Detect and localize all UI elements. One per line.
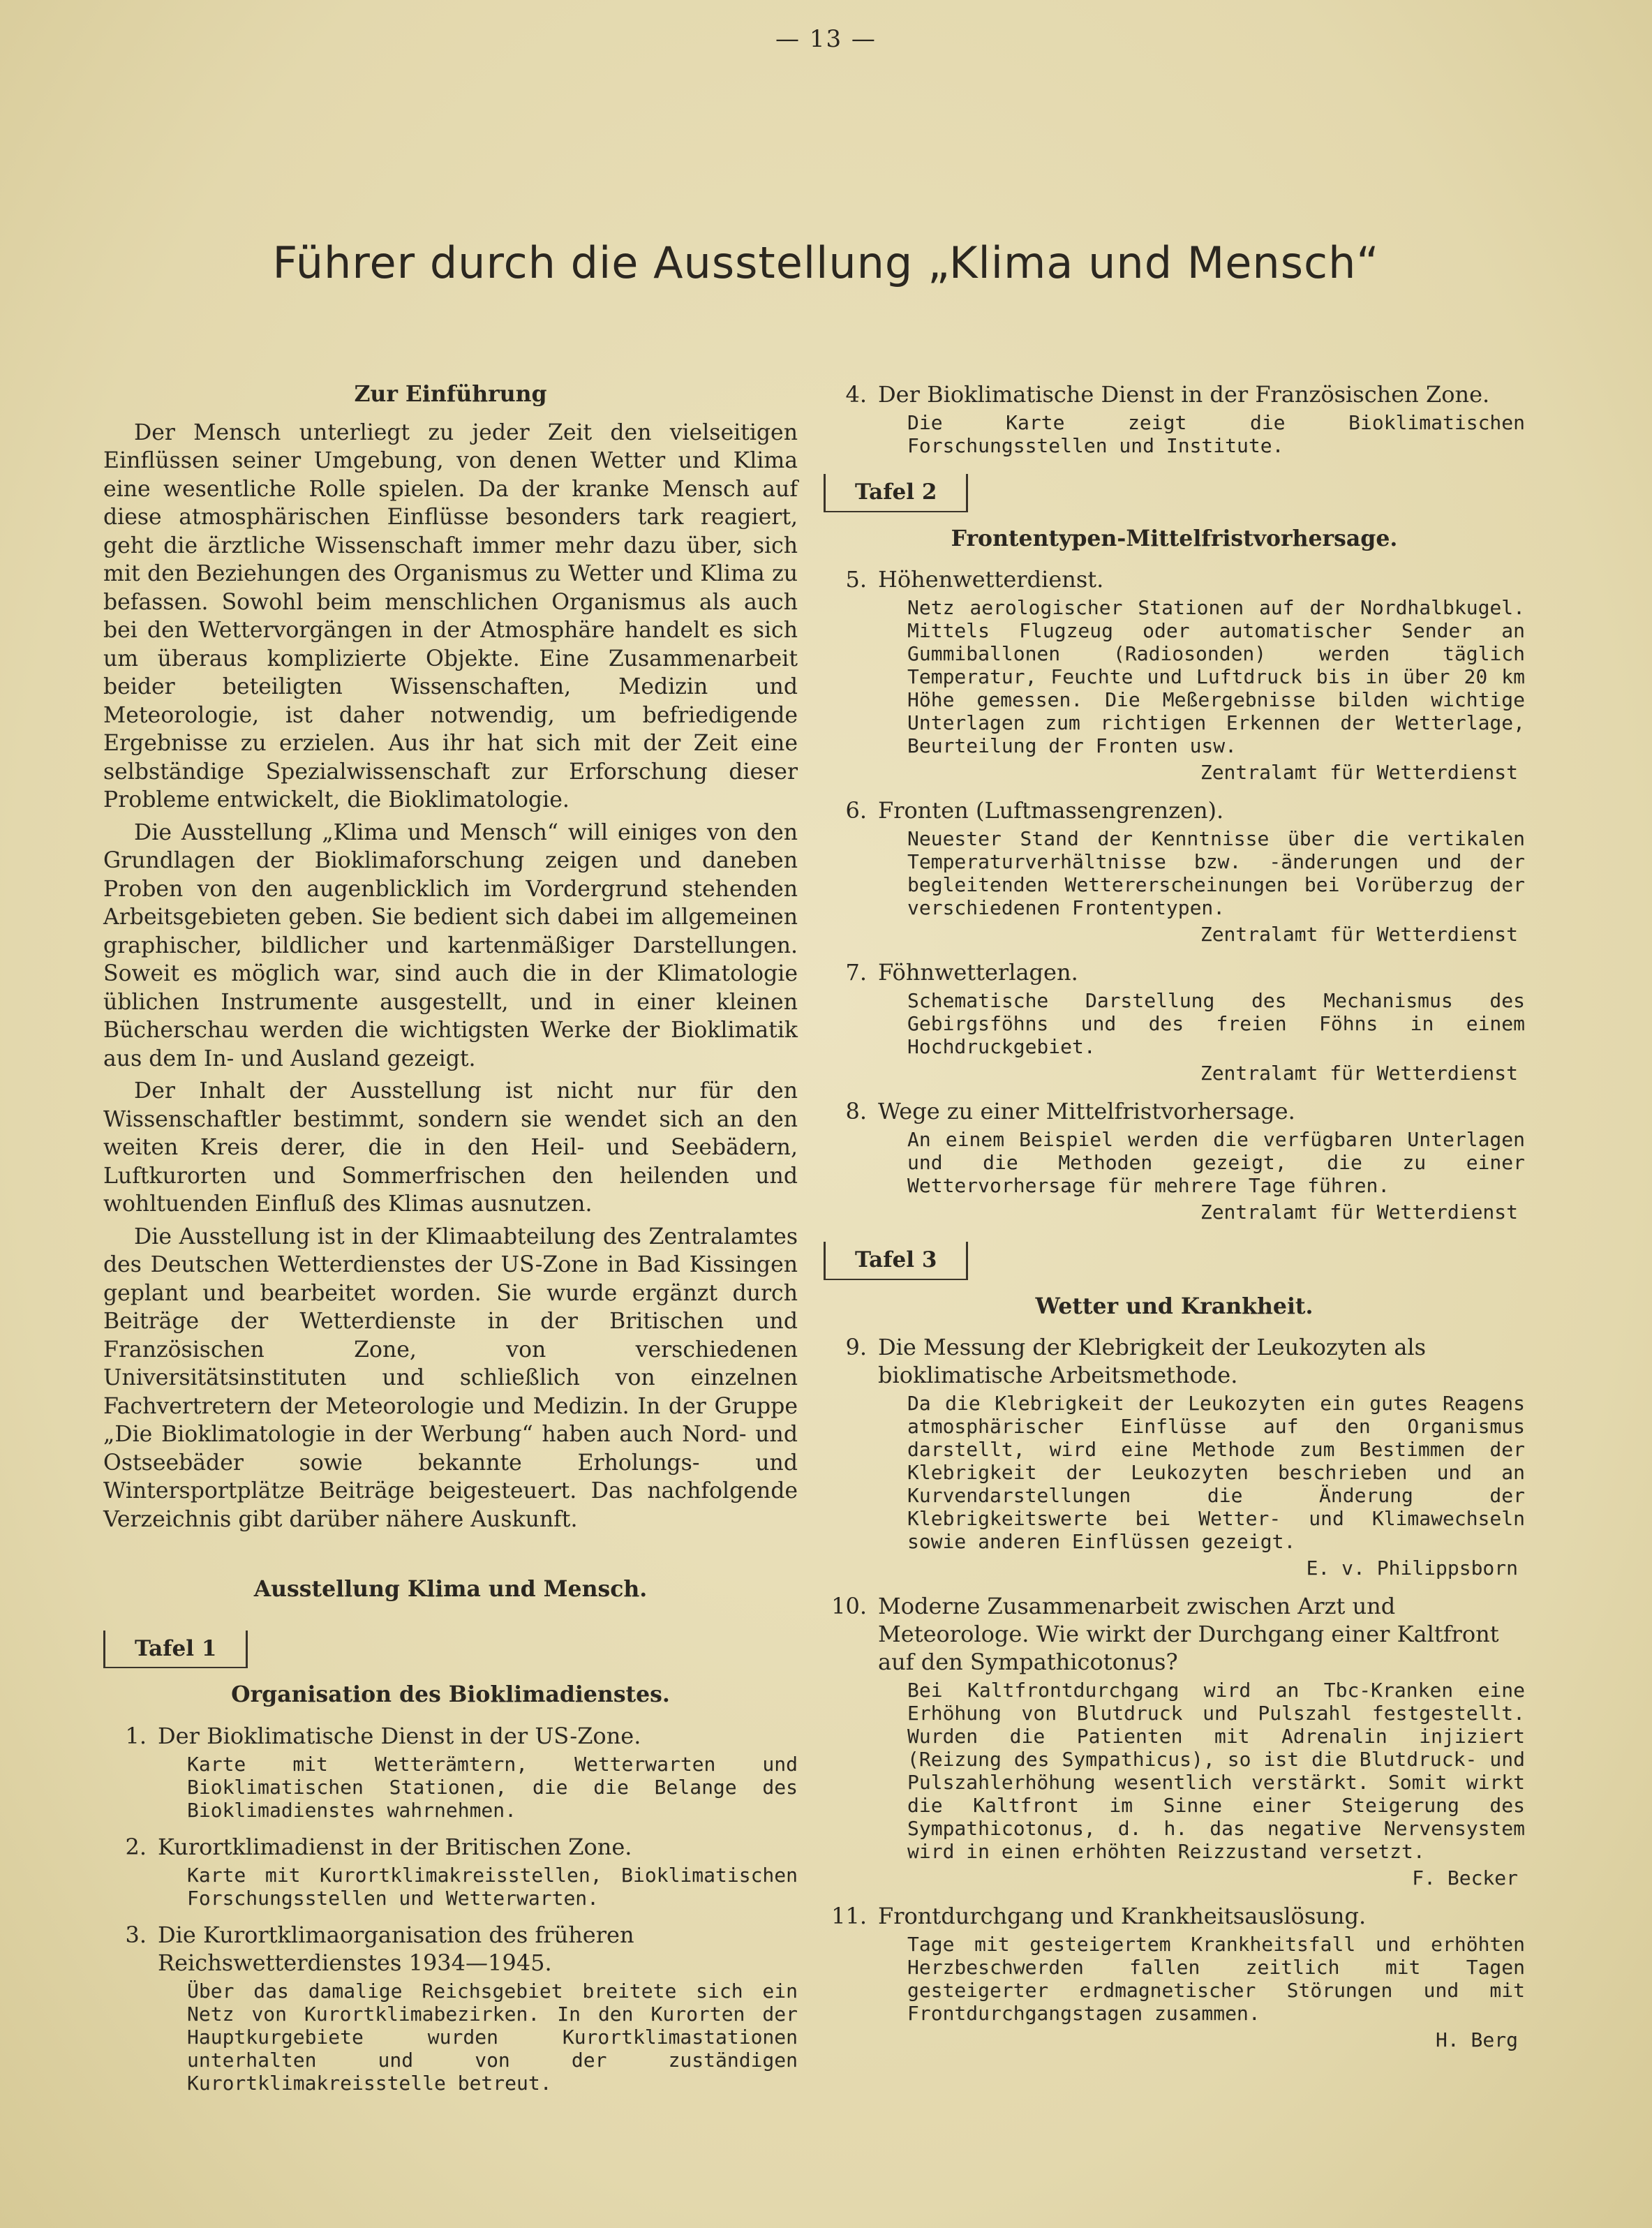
item-source: Zentralamt für Wetterdienst bbox=[1200, 761, 1518, 784]
tafel-1-label: Tafel 1 bbox=[103, 1631, 248, 1669]
item-source: Zentralamt für Wetterdienst bbox=[1200, 1062, 1518, 1085]
exhibit-item-1 bbox=[103, 1722, 798, 1822]
item-description: Schematische Darstellung des Mechanismus des Gebirgsföhns und des freien Föhns in einem Hochdruckgebiet. bbox=[907, 989, 1525, 1058]
exhibition-heading: Ausstellung Klima und Mensch. bbox=[253, 1576, 648, 1602]
item-title: Die Messung der Klebrigkeit der Leukozyten als bioklimatische Arbeitsmethode. bbox=[878, 1334, 1427, 1388]
item-source: H. Berg bbox=[1435, 2028, 1518, 2051]
tafel-1-title: Organisation des Bioklimadienstes. bbox=[231, 1681, 670, 1707]
exhibit-item-2 bbox=[103, 1833, 798, 1910]
item-source: Zentralamt für Wetterdienst bbox=[1200, 923, 1518, 946]
item-number: 5. bbox=[845, 566, 867, 593]
item-title: Wege zu einer Mittelfristvorhersage. bbox=[878, 1098, 1295, 1124]
item-title: Moderne Zusammenarbeit zwischen Arzt und Meteorologe. Wie wirkt der Durchgang einer Kaltfront auf den Sympathicotonus? bbox=[878, 1593, 1499, 1675]
exhibit-item-10 bbox=[824, 1592, 1525, 1891]
exhibit-item-4 bbox=[824, 380, 1525, 457]
item-title: Höhenwetterdienst. bbox=[878, 566, 1104, 593]
item-description: Die Karte zeigt die Bioklimatischen Forschungsstellen und Institute. bbox=[907, 411, 1525, 457]
item-description: Da die Klebrigkeit der Leukozyten ein gutes Reagens atmosphärischer Einflüsse auf den Organismus darstellt, wird eine Methode zum Bestimmen der Klebrigkeit der Leukozyten beschrieben und an Kurvendarstellungen die Änderung der Klebrigkeitswerte bei Wetter- und Klimawechseln sowie anderen Einflüssen gezeigt. bbox=[907, 1392, 1525, 1553]
item-title: Der Bioklimatische Dienst in der US-Zone. bbox=[158, 1722, 641, 1749]
exhibit-item-6 bbox=[824, 796, 1525, 947]
intro-paragraph: Der Mensch unterliegt zu jeder Zeit den vielseitigen Einflüssen seiner Umgebung, von denen Wetter und Klima eine wesentliche Rolle spielen. Da der kranke Mensch auf diese atmosphärischen Einflüsse besonders tark reagiert, geht die ärztliche Wissenschaft immer mehr dazu über, sich mit den Beziehungen des Organismus zu Wetter und Klima zu befassen. Sowohl beim menschlichen Organismus als auch bei den Wettervorgängen in der Atmosphäre handelt es sich um überaus komplizierte Objekte. Eine Zusammenarbeit beider beteiligten Wissenschaften, Medizin und Meteorologie, ist daher notwendig, um befriedigende Ergebnisse zu erzielen. Aus ihr hat sich mit der Zeit eine selbständige Spezialwissenschaft zur Erforschung dieser Probleme entwickelt, die Bioklimatologie. bbox=[103, 419, 798, 812]
item-number: 11. bbox=[831, 1903, 867, 1929]
tafel-2-label: Tafel 2 bbox=[824, 474, 968, 512]
item-source: E. v. Philippsborn bbox=[1306, 1557, 1518, 1580]
item-number: 6. bbox=[845, 797, 867, 824]
page-number: — 13 — bbox=[775, 25, 877, 53]
item-number: 4. bbox=[845, 381, 867, 408]
item-number: 10. bbox=[831, 1593, 867, 1619]
tafel-3-label: Tafel 3 bbox=[824, 1242, 968, 1280]
item-source: Zentralamt für Wetterdienst bbox=[1200, 1201, 1518, 1224]
item-description: Tage mit gesteigertem Krankheitsfall und erhöhten Herzbeschwerden fallen zeitlich mit Tagen gesteigerter erdmagnetischer Störungen und mit Frontdurchgangstagen zusammen. bbox=[907, 1933, 1525, 2025]
item-number: 3. bbox=[125, 1921, 147, 1948]
intro-paragraph: Die Ausstellung ist in der Klimaabteilung des Zentralamtes des Deutschen Wetterdienstes der US-Zone in Bad Kissingen geplant und bearbeitet worden. Sie wurde ergänzt durch Beiträge der Wetterdienste in der Britischen und Französischen Zone, von verschiedenen Universitätsinstituten und schließlich von einzelnen Fachvertretern der Meteorologie und Medizin. In der Gruppe „Die Bioklimatologie in der Werbung“ haben auch Nord- und Ostseebäder sowie bekannte Erholungs- und Wintersportplätze Beiträge beigesteuert. Das nachfolgende Verzeichnis gibt darüber nähere Auskunft. bbox=[103, 1224, 798, 1532]
item-title: Fronten (Luftmassengrenzen). bbox=[878, 797, 1224, 824]
item-title: Föhnwetterlagen. bbox=[878, 959, 1078, 986]
item-number: 2. bbox=[125, 1833, 147, 1860]
item-description: Bei Kaltfrontdurchgang wird an Tbc-Kranken eine Erhöhung von Blutdruck und Pulszahl festgestellt. Wurden die Patienten mit Adrenalin injiziert (Reizung des Sympathicus), so ist die Blutdruck- und Pulszahlerhöhung wesentlich verstärkt. Somit wirkt die Kaltfront im Sinne einer Steigerung des Sympathicotonus, d. h. das negative Nervensystem wird in einen erhöhten Reizzustand versetzt. bbox=[907, 1679, 1525, 1863]
item-title: Die Kurortklimaorganisation des früheren Reichswetterdienstes 1934—1945. bbox=[158, 1921, 634, 1976]
item-number: 8. bbox=[845, 1098, 867, 1124]
exhibit-item-9 bbox=[824, 1333, 1525, 1581]
item-number: 9. bbox=[845, 1334, 867, 1360]
intro-paragraph: Der Inhalt der Ausstellung ist nicht nur für den Wissenschaftler bestimmt, sondern sie wendet sich an den weiten Kreis derer, die in den Heil- und Seebädern, Luftkurorten und Sommerfrischen den heilenden und wohltuenden Einfluß des Klimas ausnutzen. bbox=[103, 1078, 798, 1217]
item-number: 1. bbox=[125, 1722, 147, 1749]
intro-heading: Zur Einführung bbox=[354, 381, 547, 407]
item-description: Über das damalige Reichsgebiet breitete sich ein Netz von Kurortklimabezirken. In den Kurorten der Hauptkurgebiete wurden Kurortklimastationen unterhalten und von der zuständigen Kurortklimakreisstelle betreut. bbox=[187, 1979, 798, 2095]
left-column bbox=[103, 380, 798, 2106]
exhibit-item-8 bbox=[824, 1097, 1525, 1225]
page-title: Führer durch die Ausstellung „Klima und Mensch“ bbox=[272, 237, 1380, 288]
item-description: An einem Beispiel werden die verfügbaren Unterlagen und die Methoden gezeigt, die zu einer Wettervorhersage für mehrere Tage führen. bbox=[907, 1128, 1525, 1197]
item-title: Der Bioklimatische Dienst in der Französischen Zone. bbox=[878, 381, 1490, 408]
item-description: Karte mit Kurortklimakreisstellen, Bioklimatischen Forschungsstellen und Wetterwarten. bbox=[187, 1863, 798, 1910]
item-description: Neuester Stand der Kenntnisse über die vertikalen Temperaturverhältnisse bzw. -änderungen und der begleitenden Wettererscheinungen bei Vorüberzug der verschiedenen Frontentypen. bbox=[907, 827, 1525, 919]
tafel-3-title: Wetter und Krankheit. bbox=[1035, 1293, 1314, 1319]
item-source: F. Becker bbox=[1412, 1866, 1518, 1889]
item-title: Kurortklimadienst in der Britischen Zone. bbox=[158, 1833, 632, 1860]
exhibit-item-3 bbox=[103, 1921, 798, 2095]
item-number: 7. bbox=[845, 959, 867, 986]
exhibit-item-11 bbox=[824, 1902, 1525, 2053]
right-column bbox=[824, 380, 1525, 2064]
exhibit-item-5 bbox=[824, 565, 1525, 785]
item-title: Frontdurchgang und Krankheitsauslösung. bbox=[878, 1903, 1367, 1929]
tafel-2-title: Frontentypen-Mittelfristvorhersage. bbox=[951, 525, 1398, 551]
exhibit-item-7 bbox=[824, 958, 1525, 1086]
intro-paragraph: Die Ausstellung „Klima und Mensch“ will einiges von den Grundlagen der Bioklimaforschung zeigen und daneben Proben von den augenblicklich im Vordergrund stehenden Arbeitsgebieten geben. Sie bedient sich dabei im allgemeinen graphischer, bildlicher und kartenmäßiger Darstellungen. Soweit es möglich war, sind auch die in der Klimatologie üblichen Instrumente ausgestellt, und in einer kleinen Bücherschau werden die wichtigsten Werke der Bioklimatik aus dem In- und Ausland gezeigt. bbox=[103, 819, 798, 1071]
item-description: Karte mit Wetterämtern, Wetterwarten und Bioklimatischen Stationen, die die Belange des Bioklimadienstes wahrnehmen. bbox=[187, 1752, 798, 1822]
item-description: Netz aerologischer Stationen auf der Nordhalbkugel. Mittels Flugzeug oder automatischer Sender an Gummiballonen (Radiosonden) werden täglich Temperatur, Feuchte und Luftdruck bis in über 20 km Höhe gemessen. Die Meßergebnisse bilden wichtige Unterlagen zum richtigen Erkennen der Wetterlage, Beurteilung der Fronten usw. bbox=[907, 596, 1525, 757]
